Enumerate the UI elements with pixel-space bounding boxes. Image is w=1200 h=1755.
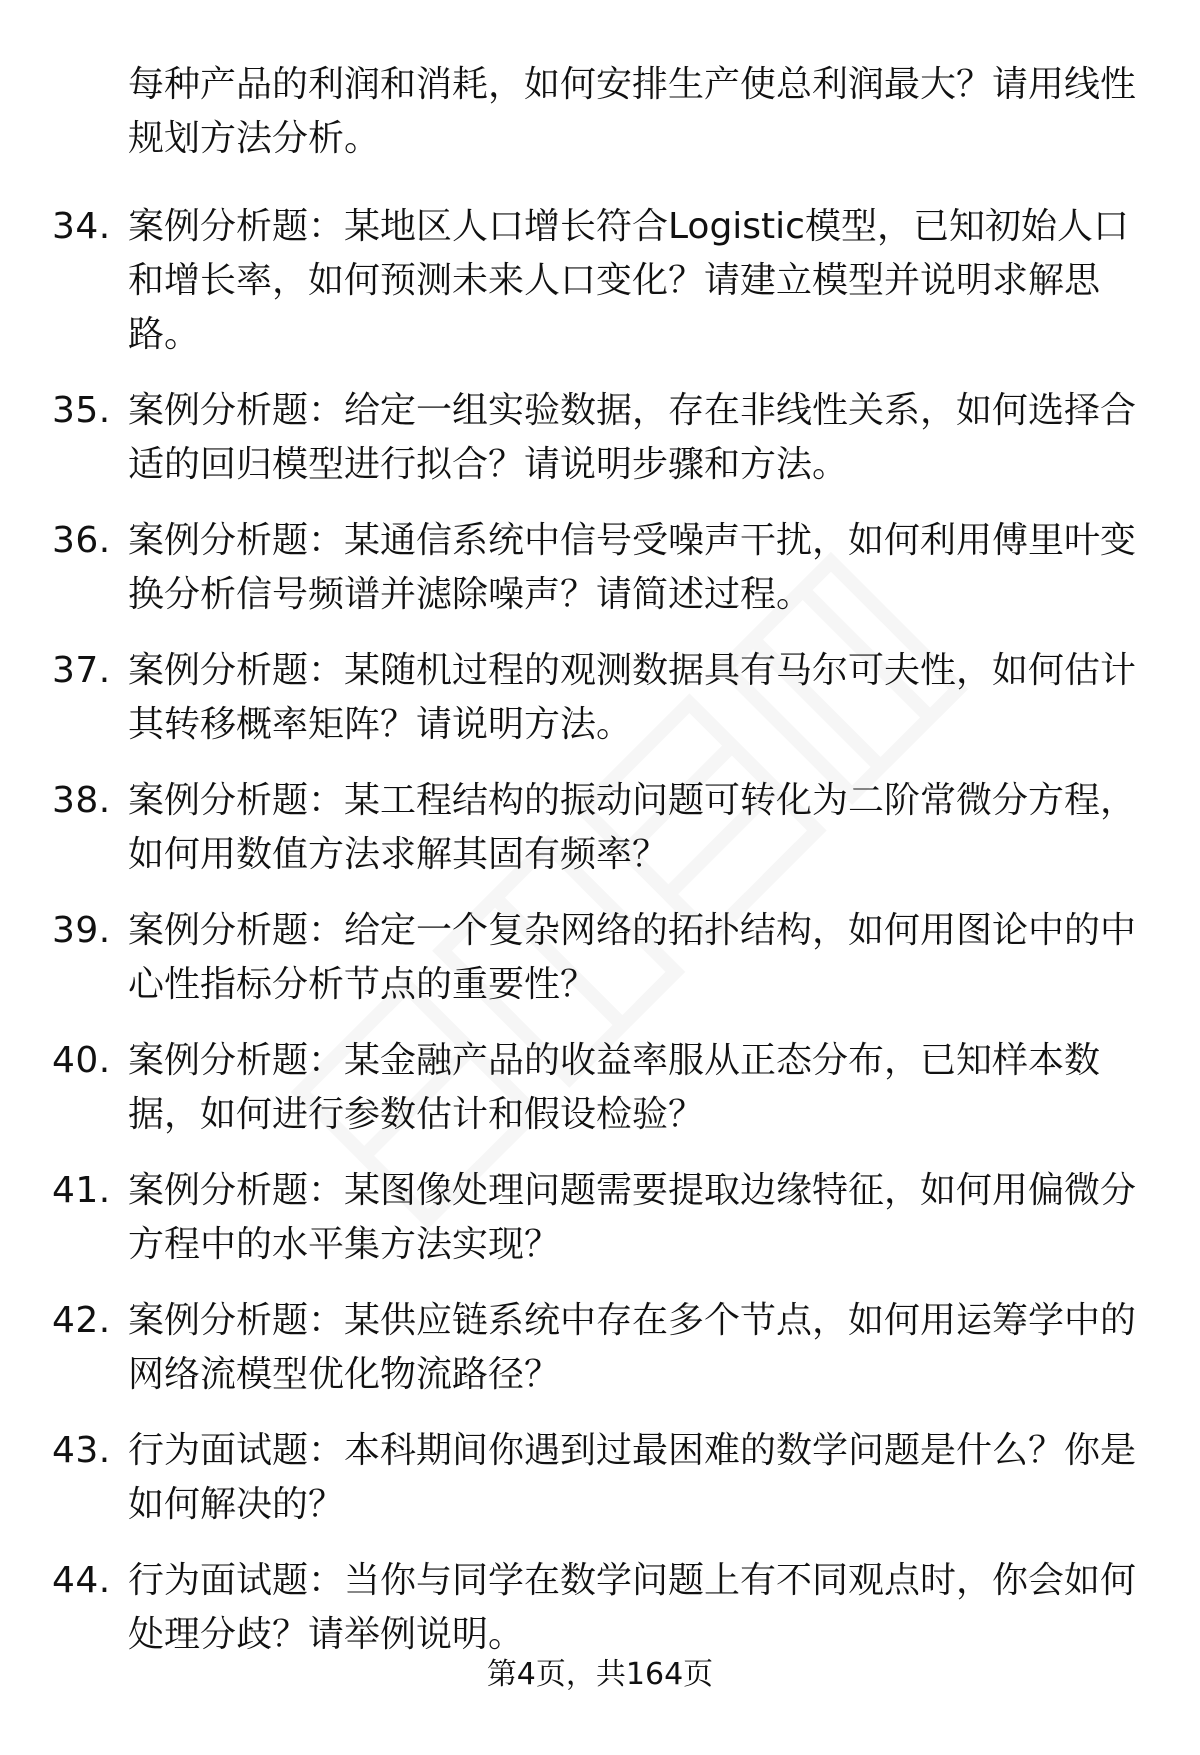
question-number: 41. [52, 1170, 111, 1211]
question-number: 36. [52, 520, 111, 561]
question-text: 案例分析题：某通信系统中信号受噪声干扰，如何利用傅里叶变换分析信号频谱并滤除噪声？请简述过程。 [128, 520, 1137, 615]
list-item [52, 1554, 1152, 1662]
question-number: 42. [52, 1300, 111, 1341]
question-number: 37. [52, 650, 111, 691]
question-number: 38. [52, 780, 111, 821]
question-text: 案例分析题：某图像处理问题需要提取边缘特征，如何用偏微分方程中的水平集方法实现？ [128, 1170, 1137, 1265]
list-item [52, 774, 1152, 882]
list-item [52, 644, 1152, 752]
list-item [52, 200, 1152, 362]
list-item [52, 1034, 1152, 1142]
question-list [52, 200, 1152, 1662]
question-text: 案例分析题：给定一组实验数据，存在非线性关系，如何选择合适的回归模型进行拟合？请说明步骤和方法。 [128, 390, 1137, 485]
intro-paragraph: 每种产品的利润和消耗，如何安排生产使总利润最大？请用线性规划方法分析。 [128, 64, 1137, 159]
question-text: 案例分析题：某供应链系统中存在多个节点，如何用运筹学中的网络流模型优化物流路径？ [128, 1300, 1137, 1395]
question-text: 行为面试题：本科期间你遇到过最困难的数学问题是什么？你是如何解决的？ [128, 1430, 1137, 1525]
question-text: 案例分析题：某地区人口增长符合Logistic模型，已知初始人口和增长率，如何预测未来人口变化？请建立模型并说明求解思路。 [128, 206, 1129, 355]
question-text: 案例分析题：某工程结构的振动问题可转化为二阶常微分方程，如何用数值方法求解其固有频率？ [128, 780, 1137, 875]
list-item [52, 514, 1152, 622]
question-text: 案例分析题：某随机过程的观测数据具有马尔可夫性，如何估计其转移概率矩阵？请说明方法。 [128, 650, 1137, 745]
list-item [52, 1294, 1152, 1402]
question-text: 行为面试题：当你与同学在数学问题上有不同观点时，你会如何处理分歧？请举例说明。 [128, 1560, 1137, 1655]
question-text: 案例分析题：某金融产品的收益率服从正态分布，已知样本数据，如何进行参数估计和假设检验？ [128, 1040, 1101, 1135]
question-number: 44. [52, 1560, 111, 1601]
question-number: 40. [52, 1040, 111, 1081]
question-text: 案例分析题：给定一个复杂网络的拓扑结构，如何用图论中的中心性指标分析节点的重要性？ [128, 910, 1137, 1005]
document-body [52, 58, 1152, 1684]
list-item [52, 1424, 1152, 1532]
question-number: 43. [52, 1430, 111, 1471]
question-number: 39. [52, 910, 111, 951]
question-number: 34. [52, 206, 111, 247]
list-item [52, 904, 1152, 1012]
list-item [52, 384, 1152, 492]
question-number: 35. [52, 390, 111, 431]
page-footer: 第4页，共164页 [486, 1657, 714, 1692]
list-item [52, 1164, 1152, 1272]
